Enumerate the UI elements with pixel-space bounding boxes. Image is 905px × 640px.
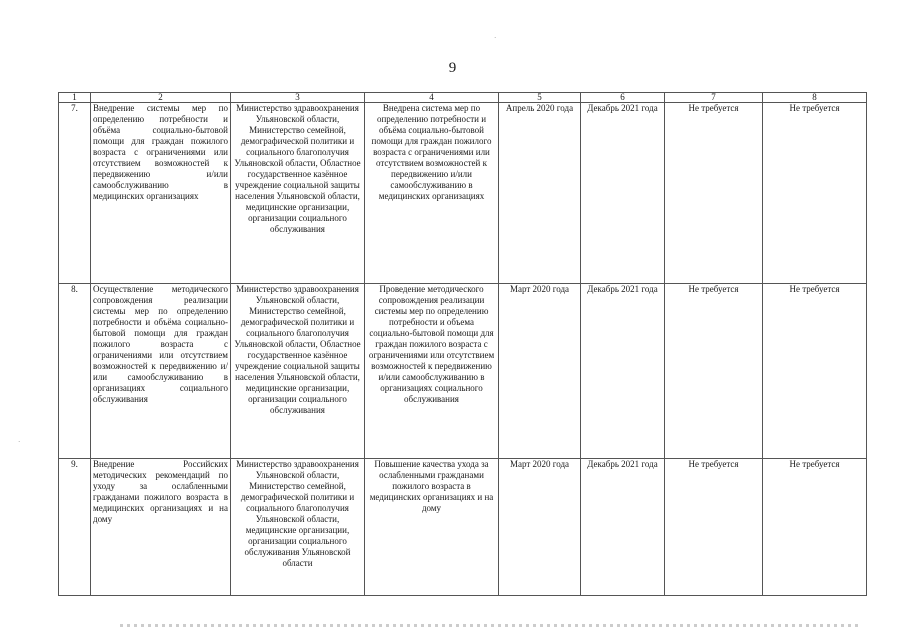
measure-cell: Внедрение Российских методических рекомендаций по уходу за ослабленными гражданами пожилого возраста в медицинских организациях и на дому [91, 459, 231, 596]
plan-table [58, 92, 867, 596]
executors-cell: Министерство здравоохранения Ульяновской области, Министерство семейной, демографической политики и социального благополучия Ульяновской области, Областное государственное казённое учреждение социальной защиты населения Ульяновской области, медицинские организации, организации социального обслуживания [231, 103, 365, 284]
result-cell: Проведение методического сопровождения реализации системы мер по определению потребности и объема социально-бытовой помощи для граждан пожилого возраста с ограничениями или отсутствием возможностей к передвижению и/или самообслуживанию в организациях социального обслуживания [365, 284, 499, 459]
result-cell: Внедрена система мер по определению потребности и объёма социально-бытовой помощи для граждан пожилого возраста с ограничениями или отсутствием возможностей к передвижению и/или самообслуживанию в медицинских организациях [365, 103, 499, 284]
start-date-cell: Март 2020 года [499, 459, 581, 596]
header-cell: 7 [665, 93, 763, 103]
page-number: 9 [448, 60, 457, 76]
executors-cell: Министерство здравоохранения Ульяновской области, Министерство семейной, демографической политики и социального благополучия Ульяновской области, медицинские организации, организации социального обслуживания Ульяновской области [231, 459, 365, 596]
col8-cell: Не требуется [763, 459, 867, 596]
col7-cell: Не требуется [665, 284, 763, 459]
header-cell: 3 [231, 93, 365, 103]
col8-cell: Не требуется [763, 103, 867, 284]
table-row [59, 459, 867, 596]
header-cell: 5 [499, 93, 581, 103]
row-number: 7. [59, 103, 91, 284]
scan-artifact [120, 624, 860, 627]
measure-cell: Осуществление методического сопровождения реализации системы мер по определению потребности и объёма социально-бытовой помощи для граждан пожилого возраста с ограничениями или отсутствием возможностей к передвижению и/или самообслуживанию в организациях социального обслуживания [91, 284, 231, 459]
result-cell: Повышение качества ухода за ослабленными гражданами пожилого возраста в медицинских организациях и на дому [365, 459, 499, 596]
header-cell: 6 [581, 93, 665, 103]
row-number: 8. [59, 284, 91, 459]
end-date-cell: Декабрь 2021 года [581, 459, 665, 596]
start-date-cell: Апрель 2020 года [499, 103, 581, 284]
header-cell: 1 [59, 93, 91, 103]
col8-cell: Не требуется [763, 284, 867, 459]
end-date-cell: Декабрь 2021 года [581, 103, 665, 284]
measure-cell: Внедрение системы мер по определению потребности и объёма социально-бытовой помощи для граждан пожилого возраста с ограничениями или отсутствием возможностей к передвижению и/или самообслуживанию в медицинских организациях [91, 103, 231, 284]
table-row [59, 103, 867, 284]
executors-cell: Министерство здравоохранения Ульяновской области, Министерство семейной, демографической политики и социального благополучия Ульяновской области, Областное государственное казённое учреждение социальной защиты населения Ульяновской области, медицинские организации, организации социального обслуживания [231, 284, 365, 459]
end-date-cell: Декабрь 2021 года [581, 284, 665, 459]
header-cell: 4 [365, 93, 499, 103]
scan-speck: · [18, 438, 21, 446]
header-cell: 2 [91, 93, 231, 103]
col7-cell: Не требуется [665, 459, 763, 596]
scan-speck: · [494, 34, 497, 42]
header-cell: 8 [763, 93, 867, 103]
start-date-cell: Март 2020 года [499, 284, 581, 459]
row-number: 9. [59, 459, 91, 596]
table-row [59, 284, 867, 459]
header-row [59, 93, 867, 103]
col7-cell: Не требуется [665, 103, 763, 284]
